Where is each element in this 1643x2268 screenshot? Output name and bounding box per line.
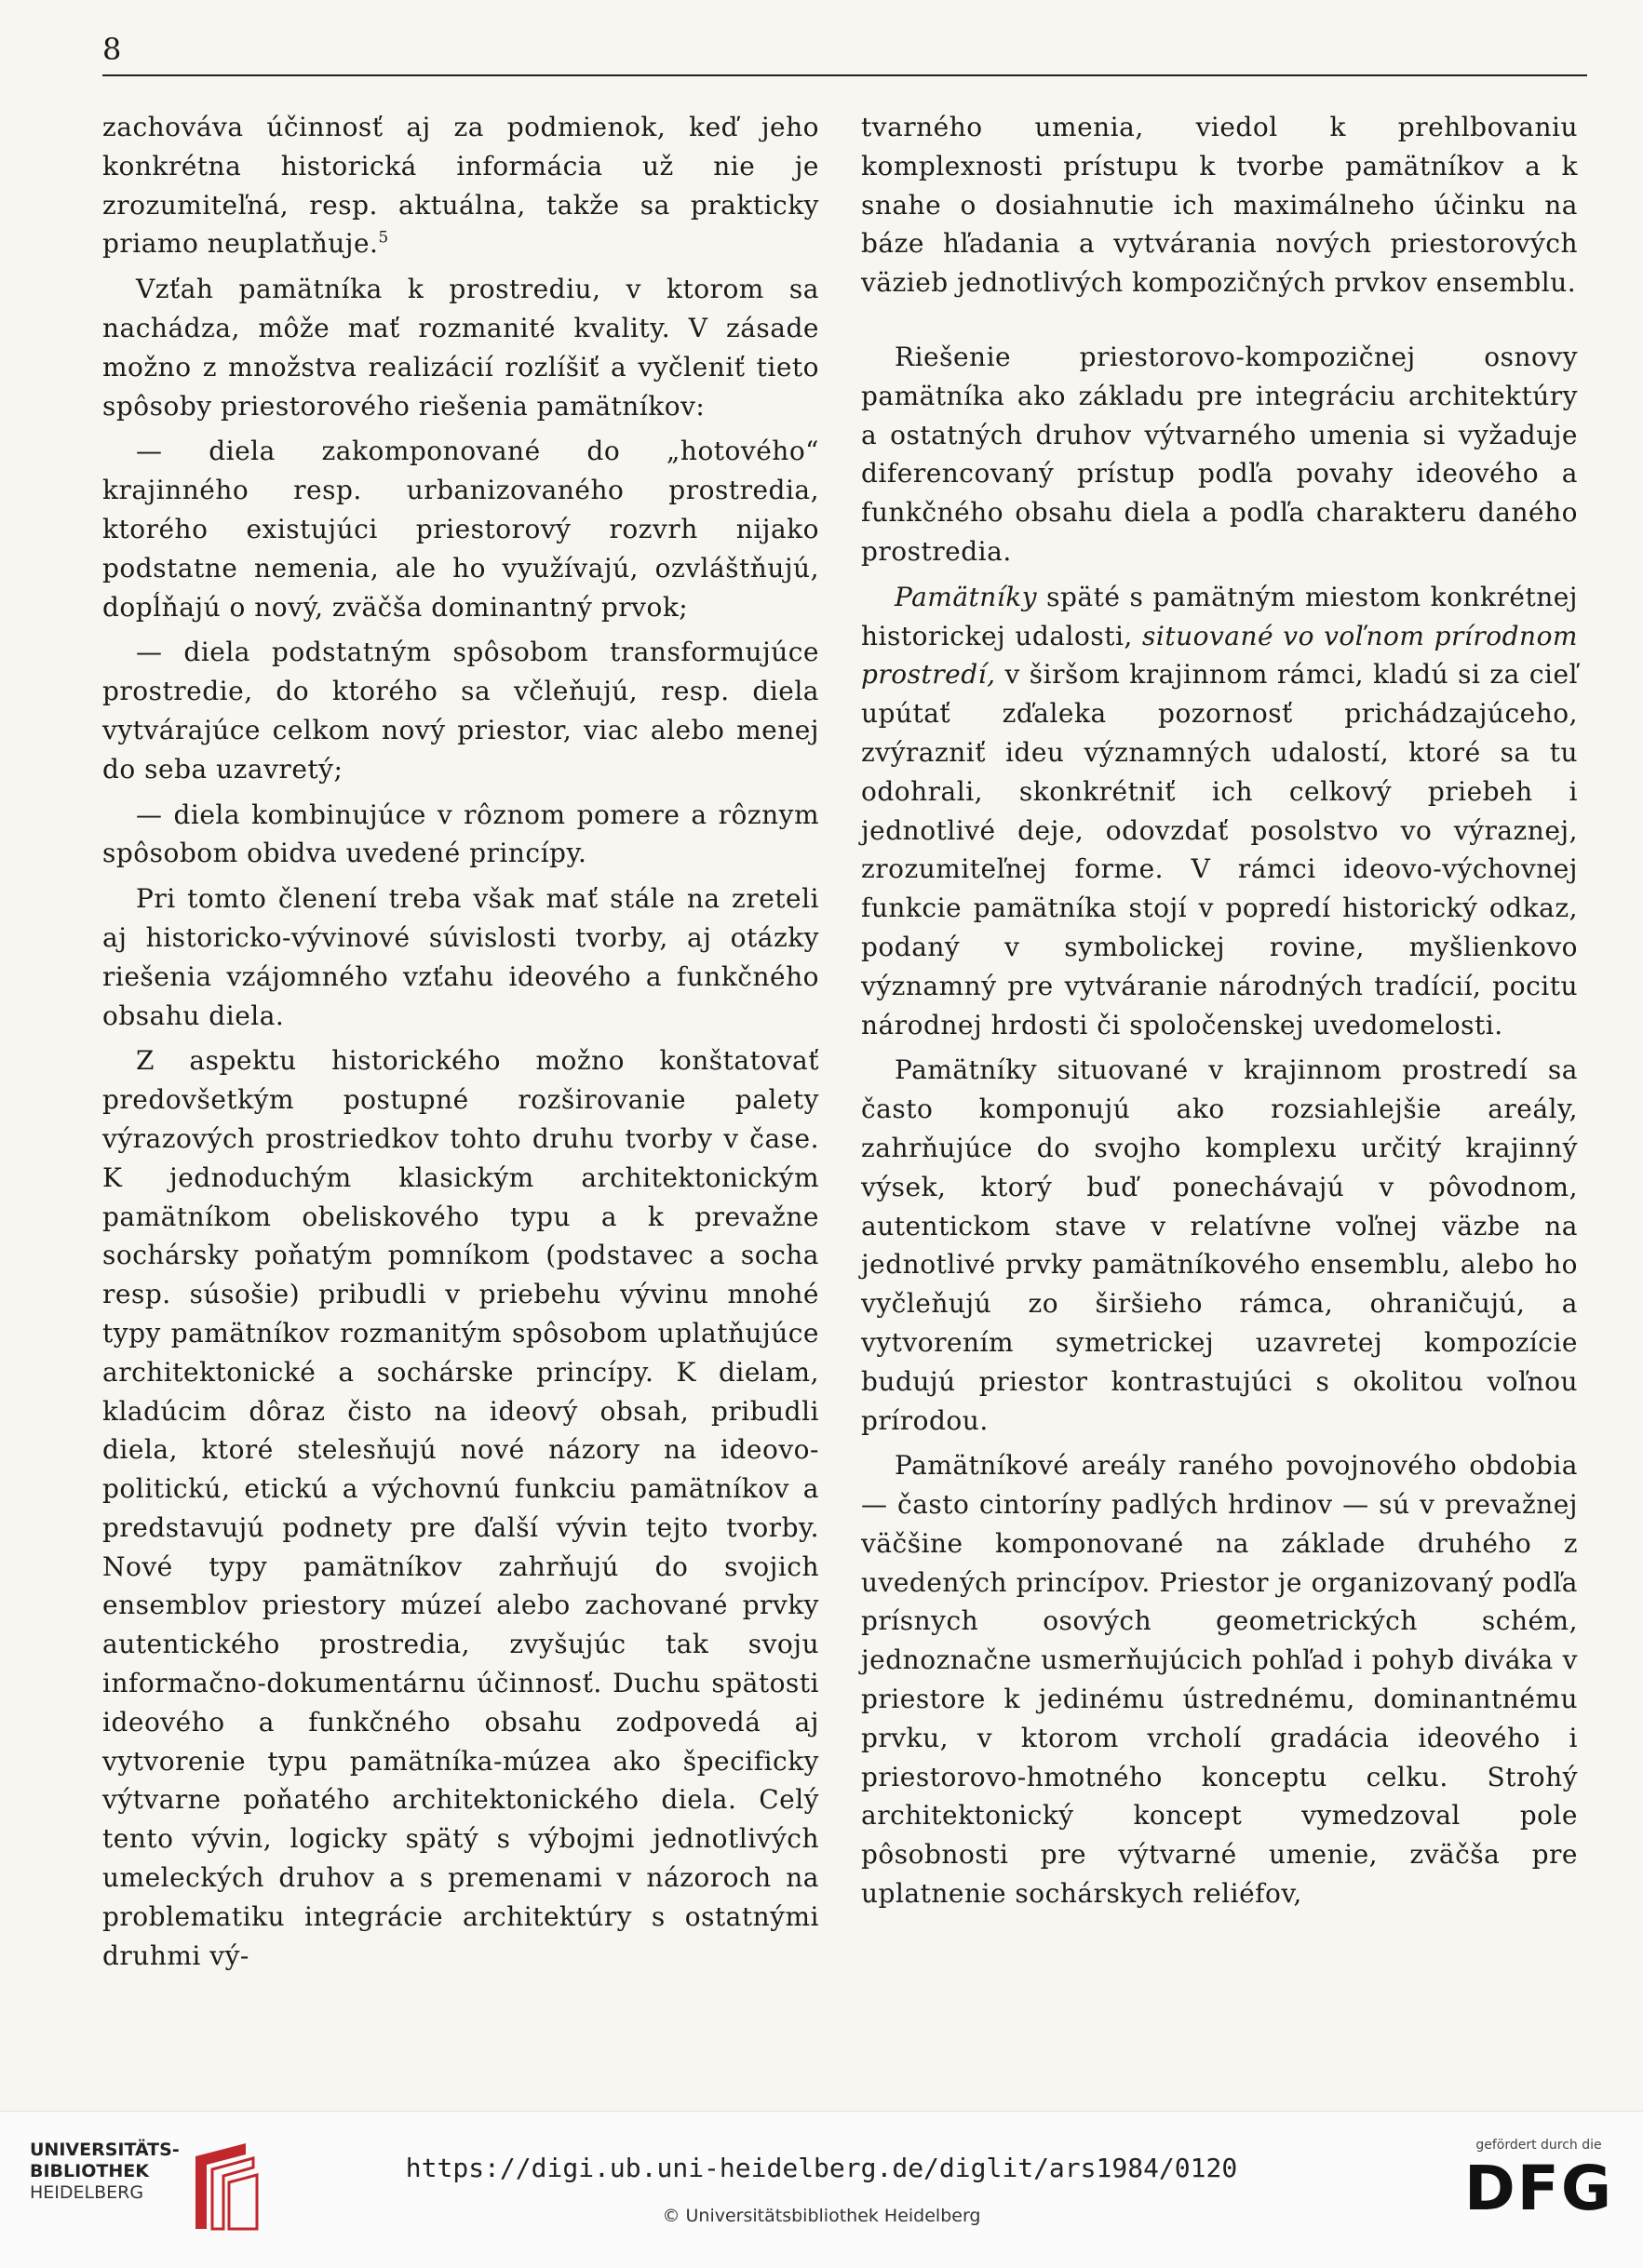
paragraph xyxy=(102,108,819,263)
footer-bar xyxy=(0,2111,1643,2268)
left-column xyxy=(102,108,819,1981)
library-name-line: UNIVERSITÄTS- xyxy=(30,2140,180,2160)
library-name-line: BIBLIOTHEK xyxy=(30,2161,149,2181)
paragraph: Vzťah pamätníka k prostrediu, v ktorom sa nachádza, môže mať rozmanité kvality. V zásade možno z množstva realizácií rozlíšiť a vyčleniť tieto spôsoby priestorového riešenia pamätníkov: xyxy=(102,274,819,422)
paragraph-text: zachováva účinnosť aj za podmienok, keď jeho konkrétna historická informácia už nie je zrozumiteľná, resp. aktuálna, takže sa prakticky priamo neuplatňuje. xyxy=(102,112,819,260)
dfg-caption: gefördert durch die xyxy=(1475,2138,1602,2153)
paragraph: Z aspektu historického možno konštatovať predovšetkým postupné rozširovanie palety výrazových prostriedkov tohto druhu tvorby v čase. K jednoduchým klasickým architektonickým pamätníkom obeliskového typu a k prevažne sochársky poňatým pomníkom (podstavec a socha resp. súsošie) pribudli v priebehu vývinu mnohé typy pamätníkov rozmanitým spôsobom uplatňujúce architektonické a sochárske princípy. K dielam, kladúcim dôraz čisto na ideový obsah, pribudli diela, ktoré stelesňujú nové názory na ideovo-politickú, etickú a výchovnú funkciu pamätníkov a predstavujú podnety pre ďalší vývin tejto tvorby. Nové typy pamätníkov zahrňujú do svojich ensemblov priestory múzeí alebo zachované prvky autentického prostredia, zvyšujúc tak svoju informačno-dokumentárnu účinnosť. Duchu spätosti ideového a funkčného obsahu zodpovedá aj vytvorenie typu pamätníka-múzea ako špecificky výtvarne poňatého architektonického diela. Celý tento vývin, logicky spätý s výbojmi jednotlivých umeleckých druhov a s premenami v názoroch na problematiku integrácie architektúry s ostatnými druhmi vý- xyxy=(102,1045,819,1971)
emphasis-text: situované vo voľnom prírodnom prostredí, xyxy=(861,620,1578,691)
paragraph: tvarného umenia, viedol k prehlbovaniu komplexnosti prístupu k tvorbe pamätníkov a k snahe o dosiahnutie ich maximálneho účinku na báze hľadania a vytvárania nových priestorových väzieb jednotlivých kompozičných prvkov ensemblu. xyxy=(861,112,1578,299)
paragraph: Pri tomto členení treba však mať stále na zreteli aj historicko-vývinové súvislosti tvorby, aj otázky riešenia vzájomného vzťahu ideového a funkčného obsahu diela. xyxy=(102,883,819,1031)
right-column xyxy=(861,108,1578,1920)
paragraph xyxy=(861,578,1578,1045)
copyright-notice: © Universitätsbibliothek Heidelberg xyxy=(662,2206,981,2226)
list-item: — diela zakomponované do „hotového“ krajinného resp. urbanizovaného prostredia, ktorého existujúci priestorový rozvrh nijako podstatne nemenia, ale ho využívajú, ozvláštňujú, dopĺňajú o nový, zväčša dominantný prvok; xyxy=(102,436,819,623)
footnote-reference[interactable]: 5 xyxy=(378,228,389,248)
page-number: 8 xyxy=(102,32,122,67)
paragraph: Pamätníky situované v krajinnom prostredí sa často komponujú ako rozsiahlejšie areály, zahrňujúce do svojho komplexu určitý krajinný výsek, ktorý buď ponechávajú v pôvodnom, autentickom stave v relatívne voľnej väzbe na jednotlivé prvky pamätníkového ensemblu, alebo ho vyčleňujú zo širšieho rámca, ohraničujú, a vytvorením symetrickej uzavretej kompozície budujú priestor kontrastujúci s okolitou voľnou prírodou. xyxy=(861,1054,1578,1436)
header-rule xyxy=(102,74,1587,76)
paragraph: Pamätníkové areály raného povojnového obdobia — často cintoríny padlých hrdinov — sú v prevažnej väčšine komponované na základe druhého z uvedených princípov. Priestor je organizovaný podľa prísnych osových geometrických schém, jednoznačne usmerňujúcich pohľad i pohyb diváka v priestore k jedinému ústrednému, dominantnému prvku, v ktorom vrcholí gradácia ideového i priestorovo-hmotného konceptu celku. Strohý architektonický koncept vymedzoval pole pôsobnosti pre výtvarné umenie, zväčša pre uplatnenie sochárskych reliéfov, xyxy=(861,1450,1578,1910)
list-item: — diela kombinujúce v rôznom pomere a rôznym spôsobom obidva uvedené princípy. xyxy=(102,798,819,869)
dfg-logo[interactable] xyxy=(1460,2138,1618,2240)
emphasis-text: Pamätníky xyxy=(895,581,1038,612)
paragraph-text: späté s pamätným miestom konkrétnej historickej udalosti, xyxy=(861,581,1578,651)
dfg-wordmark: DFG xyxy=(1463,2153,1614,2224)
paragraph: Riešenie priestorovo-kompozičnej osnovy pamätníka ako základu pre integráciu architektúry a ostatných druhov výtvarného umenia si vyžaduje diferencovaný prístup podľa povahy ideového a funkčného obsahu diela a podľa charakteru daného prostredia. xyxy=(861,341,1578,567)
source-url-link[interactable]: https://digi.ub.uni-heidelberg.de/diglit/ars1984/0120 xyxy=(405,2153,1238,2183)
list-item: — diela podstatným spôsobom transformujúce prostredie, do ktorého sa včleňujú, resp. diela vytvárajúce celkom nový priestor, viac alebo menej do seba uzavretý; xyxy=(102,637,819,785)
paragraph-text: v širšom krajinnom rámci, kladú si za cieľ upútať zďaleka pozornosť prichádzajúceho, zvýrazniť ideu významných udalostí, ktoré sa tu odohrali, skonkrétniť ich celkový priebeh i jednotlivé deje, odovzdať posolstvo vo výraznej, zrozumiteľnej forme. V rámci ideovo-výchovnej funkcie pamätníka stojí v popredí historický odkaz, podaný v symbolickej rovine, myšlienkovo významný pre vytváranie národných tradícií, pocitu národnej hrdosti či spoločenskej uvedomelosti. xyxy=(861,659,1578,1040)
library-name-line: HEIDELBERG xyxy=(30,2182,144,2203)
